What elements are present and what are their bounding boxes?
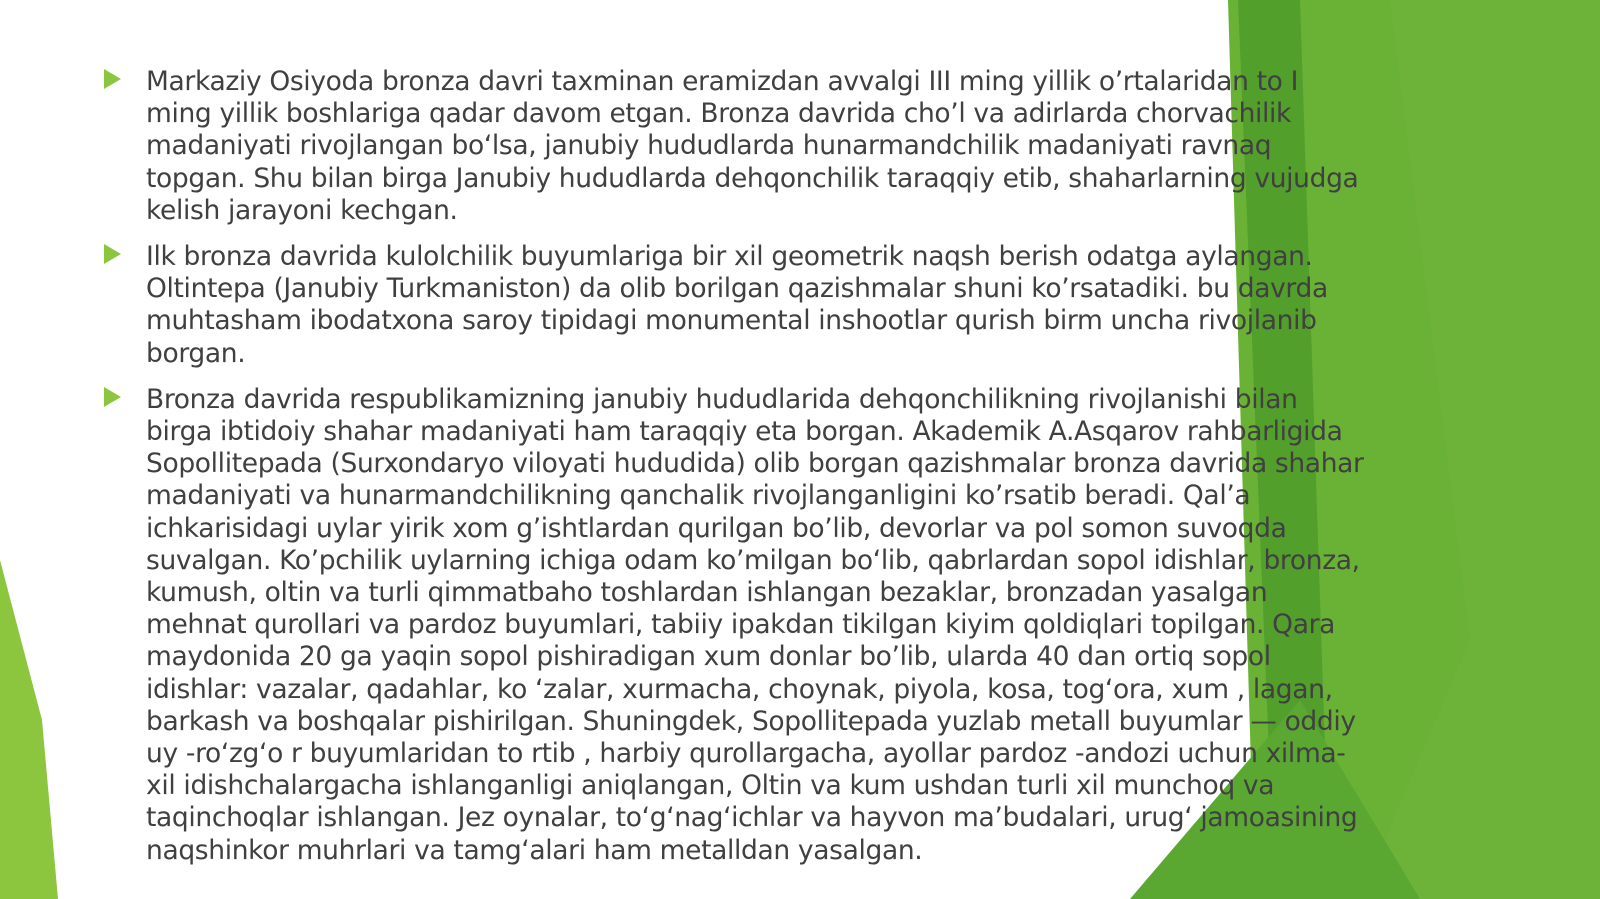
bullet-line: borgan. [146,337,246,369]
bullet-line: kumush, oltin va turli qimmatbaho toshlardan ishlangan bezaklar, bronzadan yasalgan [146,577,1268,609]
bullet-line: ichkarisidagi uylar yirik xom g’ishtlardan qurilgan bo’lib, devorlar va pol somon suvoqda [146,512,1287,544]
bullet-line: birga ibtidoiy shahar madaniyati ham taraqqiy eta borgan. Akademik A.Asqarov rahbarligida [146,416,1343,448]
bullet-line: idishlar: vazalar, qadahlar, ko ‘zalar, xurmacha, choynak, piyola, kosa, tog‘ora, xum , lagan, [146,673,1333,705]
bullet-list [100,66,1480,881]
bullet-line: topgan. Shu bilan birga Janubiy hududlarda dehqonchilik taraqqiy etib, shaharlarning vujudga [146,162,1359,194]
bullet-text [146,384,1480,867]
bullet-line: naqshinkor muhrlari va tamg‘alari ham metalldan yasalgan. [146,834,923,866]
bullet-text [146,241,1480,370]
bullet-item [100,66,1480,227]
bullet-arrow-icon [104,69,121,89]
bullet-line: suvalgan. Ko’pchilik uylarning ichiga odam ko’milgan bo‘lib, qabrlardan sopol idishlar, bronza, [146,544,1360,576]
bullet-arrow-icon [104,387,121,407]
bullet-line: Markaziy Osiyoda bronza davri taxminan eramizdan avvalgi III ming yillik o’rtalaridan to I [146,66,1299,97]
decor-shape-left-wedge [0,560,58,899]
bullet-line: Oltintepa (Janubiy Turkmaniston) da olib borilgan qazishmalar shuni ko’rsatadiki. bu davrda [146,273,1328,305]
bullet-line: Ilk bronza davrida kulolchilik buyumlariga bir xil geometrik naqsh berish odatga aylangan. [146,241,1313,273]
bullet-line: Bronza davrida respublikamizning janubiy hududlarida dehqonchilikning rivojlanishi bilan [146,383,1298,415]
bullet-line: kelish jarayoni kechgan. [146,194,458,226]
bullet-line: muhtasham ibodatxona saroy tipidagi monumental inshootlar qurish birm uncha rivojlanib [146,305,1317,337]
bullet-line: madaniyati rivojlangan bo‘lsa, janubiy hududlarda hunarmandchilik madaniyati ravnaq [146,130,1272,162]
bullet-line: ming yillik boshlariga qadar davom etgan. Bronza davrida cho’l va adirlarda chorvachilik [146,98,1292,130]
bullet-line: barkash va boshqalar pishirilgan. Shuningdek, Sopollitepada yuzlab metall buyumlar — oddiy [146,705,1356,737]
bullet-item [100,384,1480,867]
bullet-line: madaniyati va hunarmandchilikning qanchalik rivojlanganligini ko’rsatib beradi. Qal’a [146,480,1251,512]
bullet-line: xil idishchalargacha ishlanganligi aniqlangan, Oltin va kum ushdan turli xil munchoq va [146,770,1275,802]
bullet-line: uy -ro‘zg‘o r buyumlaridan to rtib , harbiy qurollargacha, ayollar pardoz -andozi uchun xilma- [146,738,1346,770]
bullet-arrow-icon [104,244,121,264]
bullet-line: taqinchoqlar ishlangan. Jez oynalar, to‘g‘nag‘ichlar va hayvon ma’budalari, urug‘ jamoasining [146,802,1358,834]
bullet-text [146,66,1480,227]
bullet-item [100,241,1480,370]
bullet-line: Sopollitepada (Surxondaryo viloyati hududida) olib borgan qazishmalar bronza davrida shahar [146,448,1364,480]
bullet-line: mehnat qurollari va pardoz buyumlari, tabiiy ipakdan tikilgan kiyim qoldiqlari topilgan. Qara [146,609,1336,641]
bullet-line: maydonida 20 ga yaqin sopol pishiradigan xum donlar bo’lib, ularda 40 dan ortiq sopol [146,641,1271,673]
